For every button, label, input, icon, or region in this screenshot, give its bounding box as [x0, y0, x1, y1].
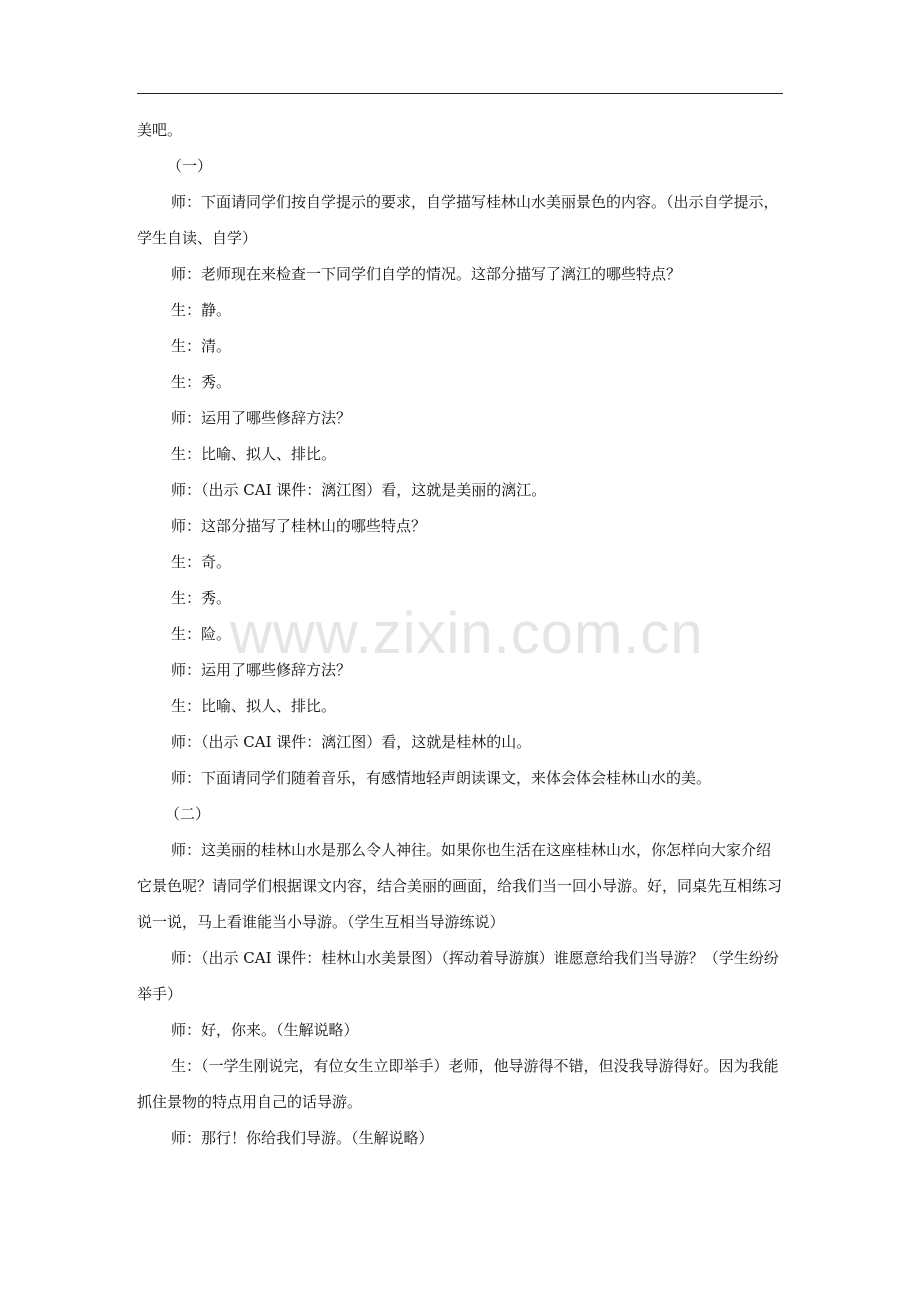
paragraph: 师：下面请同学们按自学提示的要求，自学描写桂林山水美丽景色的内容。（出示自学提示，学生自读、自学）	[137, 193, 779, 247]
paragraph: 师：老师现在来检查一下同学们自学的情况。这部分描写了漓江的哪些特点？	[171, 265, 682, 283]
paragraph: 生：秀。	[171, 589, 232, 607]
section-heading: （一）	[167, 157, 213, 175]
paragraph: 师：运用了哪些修辞方法？	[171, 409, 352, 427]
paragraph: 生：比喻、拟人、排比。	[171, 445, 337, 463]
paragraph: 师：（出示 CAI 课件：桂林山水美景图）（挥动着导游旗）谁愿意给我们当导游？（学生纷纷举手）	[137, 949, 779, 1003]
paragraph: 生：险。	[171, 625, 232, 643]
header-rule	[137, 93, 783, 94]
paragraph: 师：（出示 CAI 课件：漓江图）看，这就是美丽的漓江。	[171, 481, 547, 499]
section-heading: （二）	[165, 805, 211, 823]
paragraph: 生：奇。	[171, 553, 232, 571]
paragraph: 生：静。	[171, 301, 232, 319]
paragraph: 师：运用了哪些修辞方法？	[171, 661, 352, 679]
paragraph: 美吧。	[137, 121, 183, 139]
paragraph: 师：那行！你给我们导游。（生解说略）	[171, 1129, 434, 1147]
paragraph: 师：这美丽的桂林山水是那么令人神往。如果你也生活在这座桂林山水，你怎样向大家介绍它景色呢？请同学们根据课文内容，结合美丽的画面，给我们当一回小导游。好，同桌先互相练习说一说，马上看谁能当小导游。（学生互相当导游练说）	[137, 841, 783, 931]
paragraph: 师：（出示 CAI 课件：漓江图）看，这就是桂林的山。	[171, 733, 532, 751]
paragraph: 师：好，你来。（生解说略）	[171, 1021, 359, 1039]
paragraph: 师：下面请同学们随着音乐，有感情地轻声朗读课文，来体会体会桂林山水的美。	[171, 769, 712, 787]
paragraph: 生：秀。	[171, 373, 232, 391]
paragraph: 生：（一学生刚说完，有位女生立即举手）老师，他导游得不错，但没我导游得好。因为我能抓住景物的特点用自己的话导游。	[137, 1057, 779, 1111]
paragraph: 师：这部分描写了桂林山的哪些特点？	[171, 517, 427, 535]
paragraph: 生：比喻、拟人、排比。	[171, 697, 337, 715]
watermark: www.zixin.com.cn	[230, 601, 704, 666]
paragraph: 生：清。	[171, 337, 232, 355]
